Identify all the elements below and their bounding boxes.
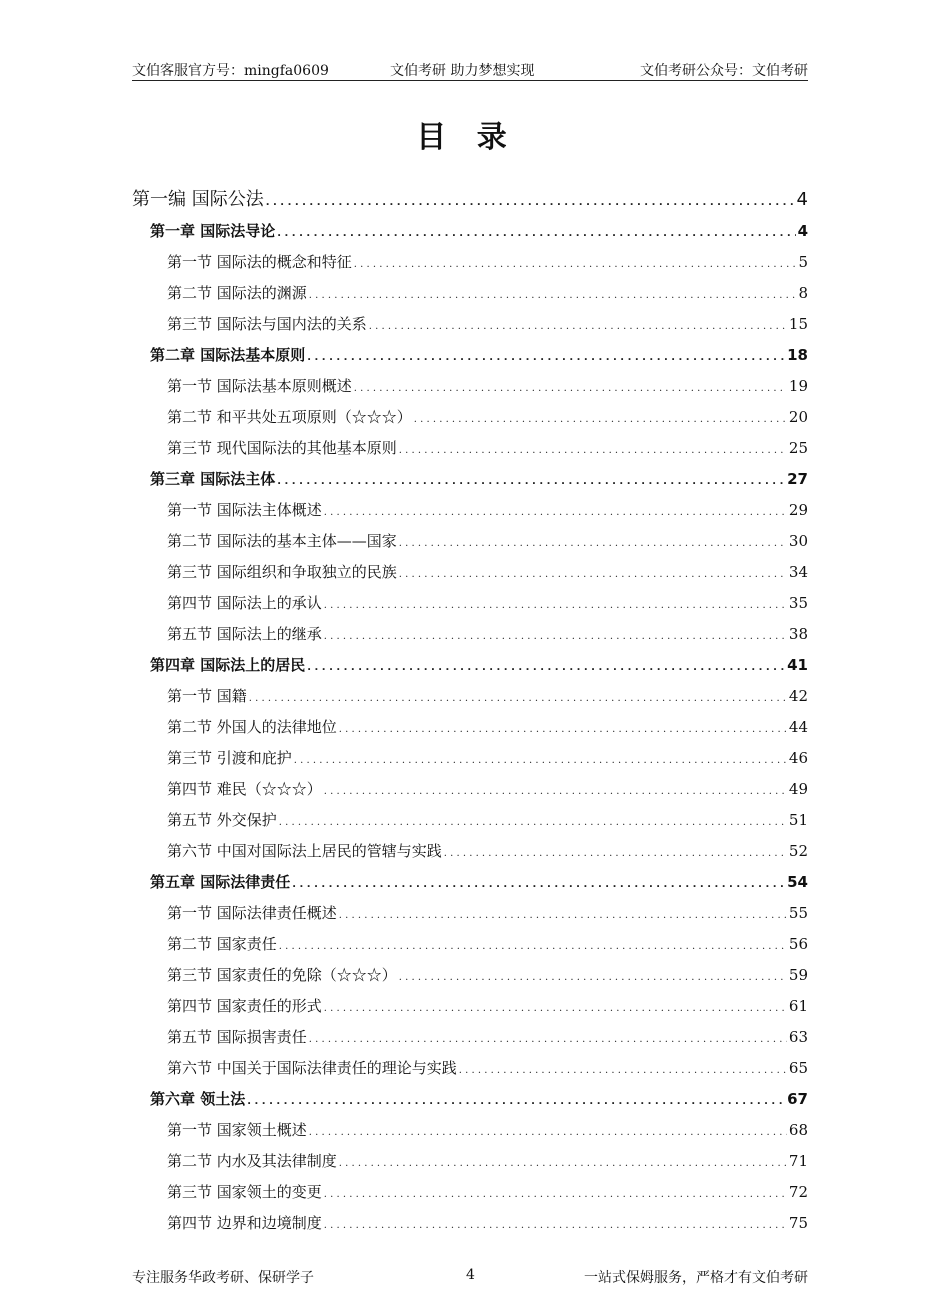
toc-entry-label: 第三节 引渡和庇护 [167,749,292,767]
toc-leader-dots [399,532,787,556]
toc-leader-dots [324,625,787,649]
toc-entry-label: 第三节 国际法与国内法的关系 [167,315,367,333]
toc-entry-page: 15 [788,315,808,333]
toc-entry-page: 4 [796,189,808,210]
toc-entry-page: 25 [788,439,808,457]
toc-entry-label: 第六节 中国关于国际法律责任的理论与实践 [167,1059,457,1077]
toc-entry-section[interactable] [167,1180,808,1204]
toc-entry-section[interactable] [167,529,808,553]
page-footer [132,1267,808,1287]
toc-entry-page: 75 [788,1214,808,1232]
toc-entry-page: 54 [787,873,808,891]
toc-entry-label: 第三章 国际法主体 [150,470,276,488]
toc-entry-label: 第二节 内水及其法律制度 [167,1152,337,1170]
header-center-text: 文伯考研 助力梦想实现 [390,63,535,79]
toc-entry-section[interactable] [167,405,808,429]
toc-entry-page: 5 [798,253,808,271]
toc-entry-page: 27 [787,470,808,488]
toc-entry-page: 18 [787,346,808,364]
toc-entry-section[interactable] [167,715,808,739]
toc-entry-label: 第六节 中国对国际法上居民的管辖与实践 [167,842,442,860]
toc-entry-label: 第三节 现代国际法的其他基本原则 [167,439,397,457]
toc-leader-dots [309,1121,787,1145]
toc-leader-dots [294,749,787,773]
toc-leader-dots [307,656,785,680]
toc-entry-section[interactable] [167,1149,808,1173]
toc-entry-page: 63 [788,1028,808,1046]
footer-left-text: 专注服务华政考研、保研学子 [132,1270,314,1286]
toc-entry-page: 44 [788,718,808,736]
toc-entry-label: 第五章 国际法律责任 [150,873,291,891]
toc-entry-chapter[interactable] [150,653,808,677]
toc-leader-dots [324,1214,787,1238]
toc-entry-label: 第六章 领土法 [150,1090,246,1108]
toc-entry-label: 第五节 国际法上的继承 [167,625,322,643]
toc-entry-section[interactable] [167,932,808,956]
toc-entry-label: 第二节 外国人的法律地位 [167,718,337,736]
toc-entry-label: 第二节 国际法的渊源 [167,284,307,302]
toc-entry-label: 第一编 国际公法 [132,189,264,210]
toc-entry-page: 61 [788,997,808,1015]
toc-leader-dots [354,253,797,277]
toc-leader-dots [307,346,785,370]
toc-entry-label: 第四节 边界和边境制度 [167,1214,322,1232]
toc-entry-label: 第二节 国家责任 [167,935,277,953]
toc-leader-dots [459,1059,787,1083]
toc-entry-page: 68 [788,1121,808,1139]
toc-entry-label: 第二节 和平共处五项原则（☆☆☆） [167,408,412,426]
toc-entry-page: 19 [788,377,808,395]
toc-entry-section[interactable] [167,777,808,801]
toc-entry-section[interactable] [167,746,808,770]
header-left-text: 文伯客服官方号：mingfa0609 [132,63,329,79]
toc-entry-part[interactable] [132,188,808,212]
toc-entry-label: 第五节 国际损害责任 [167,1028,307,1046]
toc-entry-label: 第四节 难民（☆☆☆） [167,780,322,798]
toc-entry-label: 第二节 国际法的基本主体——国家 [167,532,397,550]
toc-entry-label: 第五节 外交保护 [167,811,277,829]
toc-entry-page: 30 [788,532,808,550]
toc-entry-section[interactable] [167,1025,808,1049]
toc-entry-page: 72 [788,1183,808,1201]
toc-entry-chapter[interactable] [150,870,808,894]
toc-entry-page: 41 [787,656,808,674]
toc-leader-dots [414,408,787,432]
toc-entry-chapter[interactable] [150,1087,808,1111]
toc-leader-dots [399,439,787,463]
toc-leader-dots [324,1183,787,1207]
toc-entry-chapter[interactable] [150,343,808,367]
footer-right-text: 一站式保姆服务，严格才有文伯考研 [584,1270,808,1286]
toc-entry-section[interactable] [167,901,808,925]
toc-entry-chapter[interactable] [150,467,808,491]
toc-entry-page: 65 [788,1059,808,1077]
header-right-text: 文伯考研公众号：文伯考研 [640,63,808,79]
toc-entry-label: 第一节 国际法主体概述 [167,501,322,519]
toc-entry-label: 第一节 国际法律责任概述 [167,904,337,922]
toc-leader-dots [279,811,787,835]
toc-entry-section[interactable] [167,622,808,646]
toc-leader-dots [324,594,787,618]
toc-leader-dots [277,470,785,494]
toc-entry-page: 56 [788,935,808,953]
toc-leader-dots [444,842,787,866]
toc-entry-label: 第三节 国家责任的免除（☆☆☆） [167,966,397,984]
toc-entry-label: 第一节 国籍 [167,687,247,705]
toc-entry-page: 46 [788,749,808,767]
toc-entry-label: 第四节 国家责任的形式 [167,997,322,1015]
toc-leader-dots [354,377,787,401]
toc-entry-label: 第三节 国际组织和争取独立的民族 [167,563,397,581]
toc-entry-page: 52 [788,842,808,860]
toc-entry-label: 第四章 国际法上的居民 [150,656,306,674]
toc-entry-section[interactable] [167,281,808,305]
toc-leader-dots [339,904,787,928]
toc-entry-page: 35 [788,594,808,612]
toc-entry-page: 55 [788,904,808,922]
page-header [132,60,808,81]
toc-leader-dots [399,966,787,990]
toc-leader-dots [247,1090,785,1114]
toc-leader-dots [292,873,785,897]
page-title: 目 录 [416,120,517,155]
toc-entry-section[interactable] [167,250,808,274]
toc-entry-section[interactable] [167,374,808,398]
toc-leader-dots [399,563,787,587]
toc-entry-page: 34 [788,563,808,581]
toc-entry-page: 8 [798,284,808,302]
toc-leader-dots [324,997,787,1021]
toc-entry-page: 38 [788,625,808,643]
toc-entry-section[interactable] [167,591,808,615]
footer-page-number: 4 [466,1267,475,1283]
toc-entry-section[interactable] [167,1211,808,1235]
toc-entry-section[interactable] [167,963,808,987]
toc-leader-dots [324,780,787,804]
toc-entry-label: 第一节 国际法的概念和特征 [167,253,352,271]
toc-entry-section[interactable] [167,498,808,522]
toc-entry-section[interactable] [167,808,808,832]
toc-leader-dots [309,1028,787,1052]
toc-entry-page: 51 [788,811,808,829]
toc-entry-label: 第一节 国际法基本原则概述 [167,377,352,395]
toc-entry-page: 71 [788,1152,808,1170]
toc-entry-chapter[interactable] [150,219,808,243]
toc-leader-dots [277,222,795,246]
toc-entry-section[interactable] [167,312,808,336]
toc-leader-dots [249,687,787,711]
toc-leader-dots [369,315,787,339]
toc-entry-page: 20 [788,408,808,426]
toc-entry-page: 59 [788,966,808,984]
toc-entry-page: 67 [787,1090,808,1108]
toc-entry-label: 第四节 国际法上的承认 [167,594,322,612]
toc-entry-page: 4 [797,222,808,240]
toc-entry-section[interactable] [167,1056,808,1080]
toc-entry-section[interactable] [167,994,808,1018]
toc-entry-section[interactable] [167,1118,808,1142]
toc-entry-label: 第二章 国际法基本原则 [150,346,306,364]
toc-leader-dots [279,935,787,959]
toc-entry-page: 42 [788,687,808,705]
toc-leader-dots [324,501,787,525]
toc-leader-dots [339,718,787,742]
toc-entry-label: 第一章 国际法导论 [150,222,276,240]
toc-entry-label: 第三节 国家领土的变更 [167,1183,322,1201]
toc-leader-dots [339,1152,787,1176]
toc-entry-section[interactable] [167,684,808,708]
toc-entry-section[interactable] [167,839,808,863]
toc-entry-label: 第一节 国家领土概述 [167,1121,307,1139]
toc-entry-section[interactable] [167,436,808,460]
toc-leader-dots [266,191,795,215]
toc-leader-dots [309,284,797,308]
toc-entry-page: 29 [788,501,808,519]
toc-entry-page: 49 [788,780,808,798]
toc-entry-section[interactable] [167,560,808,584]
